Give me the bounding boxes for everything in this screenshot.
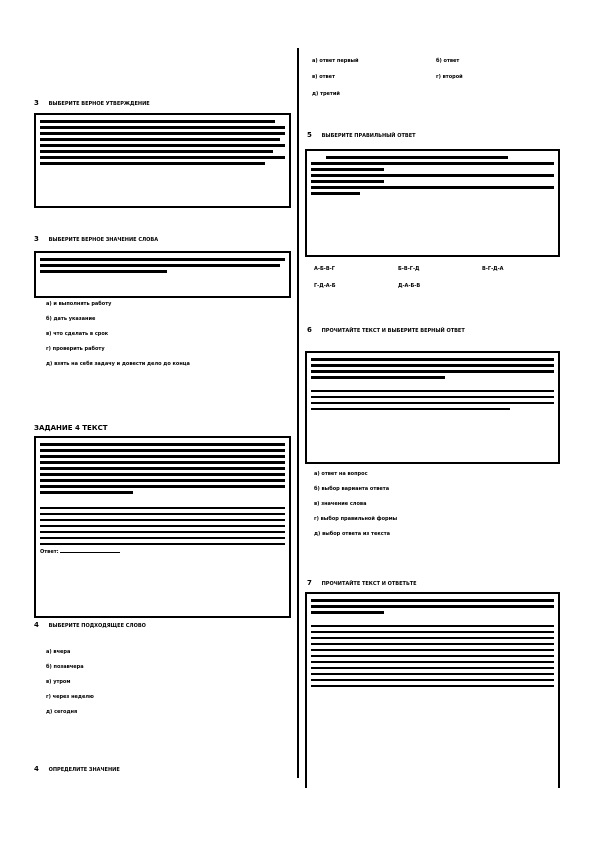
question-title: ВЫБЕРИТЕ ВЕРНОЕ УТВЕРЖДЕНИЕ [48, 101, 150, 107]
question-number: 3 [34, 235, 39, 243]
answer-option[interactable]: г) выбор правильной формы [314, 516, 398, 522]
question-heading [34, 766, 120, 774]
answer-option[interactable]: а) и выполнять работу [46, 301, 112, 307]
text-box [34, 251, 291, 298]
question-heading [34, 100, 150, 108]
answer-option[interactable]: б) позавчера [46, 664, 84, 670]
question-heading [34, 622, 146, 630]
question-title: ВЫБЕРИТЕ ВЕРНОЕ ЗНАЧЕНИЕ СЛОВА [48, 237, 159, 243]
answer-option[interactable]: А-Б-В-Г [314, 266, 335, 272]
answer-option[interactable]: Г-Д-А-Б [314, 283, 336, 289]
answer-option[interactable]: в) что сделать в срок [46, 331, 109, 337]
question-number: 4 [34, 621, 39, 629]
answer-options [46, 300, 190, 375]
question-title: ВЫБЕРИТЕ ПРАВИЛЬНЫЙ ОТВЕТ [321, 133, 416, 139]
answer-option[interactable]: в) утром [46, 679, 71, 685]
answer-option[interactable]: Д-А-Б-В [398, 283, 421, 289]
passage-box [305, 351, 560, 464]
answer-option[interactable]: г) второй [436, 74, 463, 80]
answer-option[interactable]: б) ответ [436, 58, 460, 64]
answer-option[interactable]: а) ответ на вопрос [314, 471, 368, 477]
statements-box [305, 149, 560, 257]
answer-option[interactable]: в) значение слова [314, 501, 367, 507]
question-title: ОПРЕДЕЛИТЕ ЗНАЧЕНИЕ [48, 767, 120, 773]
question-title: ПРОЧИТАЙТЕ ТЕКСТ И ОТВЕТЬТЕ [321, 581, 417, 587]
answer-option[interactable]: в) ответ [312, 74, 335, 80]
answer-blank[interactable] [60, 552, 120, 553]
question-number: 5 [307, 131, 312, 139]
answer-options [46, 648, 94, 723]
question-heading [307, 132, 416, 140]
answer-option[interactable]: а) ответ первый [312, 58, 359, 64]
text-box [34, 113, 291, 208]
answer-option[interactable]: Б-В-Г-Д [398, 266, 420, 272]
question-number: 3 [34, 99, 39, 107]
answer-option[interactable]: В-Г-Д-А [482, 266, 504, 272]
answer-option[interactable]: д) взять на себя задачу и довести дело до конца [46, 361, 190, 367]
answer-option[interactable]: д) сегодня [46, 709, 78, 715]
answer-option[interactable]: б) дать указание [46, 316, 96, 322]
question-heading [307, 580, 417, 588]
question-heading [307, 327, 465, 335]
answer-option[interactable]: д) третий [312, 91, 340, 97]
answer-option[interactable]: д) выбор ответа из текста [314, 531, 390, 537]
question-number: 6 [307, 326, 312, 334]
answer-option[interactable]: а) вчера [46, 649, 71, 655]
passage-box [34, 436, 291, 618]
blank-label: Ответ: [40, 548, 59, 555]
question-title: ПРОЧИТАЙТЕ ТЕКСТ И ВЫБЕРИТЕ ВЕРНЫЙ ОТВЕТ [321, 328, 465, 334]
question-number: 4 [34, 765, 39, 773]
answer-options [314, 470, 397, 545]
column-divider [297, 48, 299, 778]
passage-title: ЗАДАНИЕ 4 ТЕКСТ [34, 424, 108, 432]
answer-option[interactable]: г) через неделю [46, 694, 94, 700]
answer-option[interactable]: г) проверить работу [46, 346, 105, 352]
passage-box [305, 592, 560, 788]
answer-option[interactable]: б) выбор варианта ответа [314, 486, 390, 492]
question-heading [34, 236, 158, 244]
question-title: ВЫБЕРИТЕ ПОДХОДЯЩЕЕ СЛОВО [48, 623, 146, 629]
question-number: 7 [307, 579, 312, 587]
